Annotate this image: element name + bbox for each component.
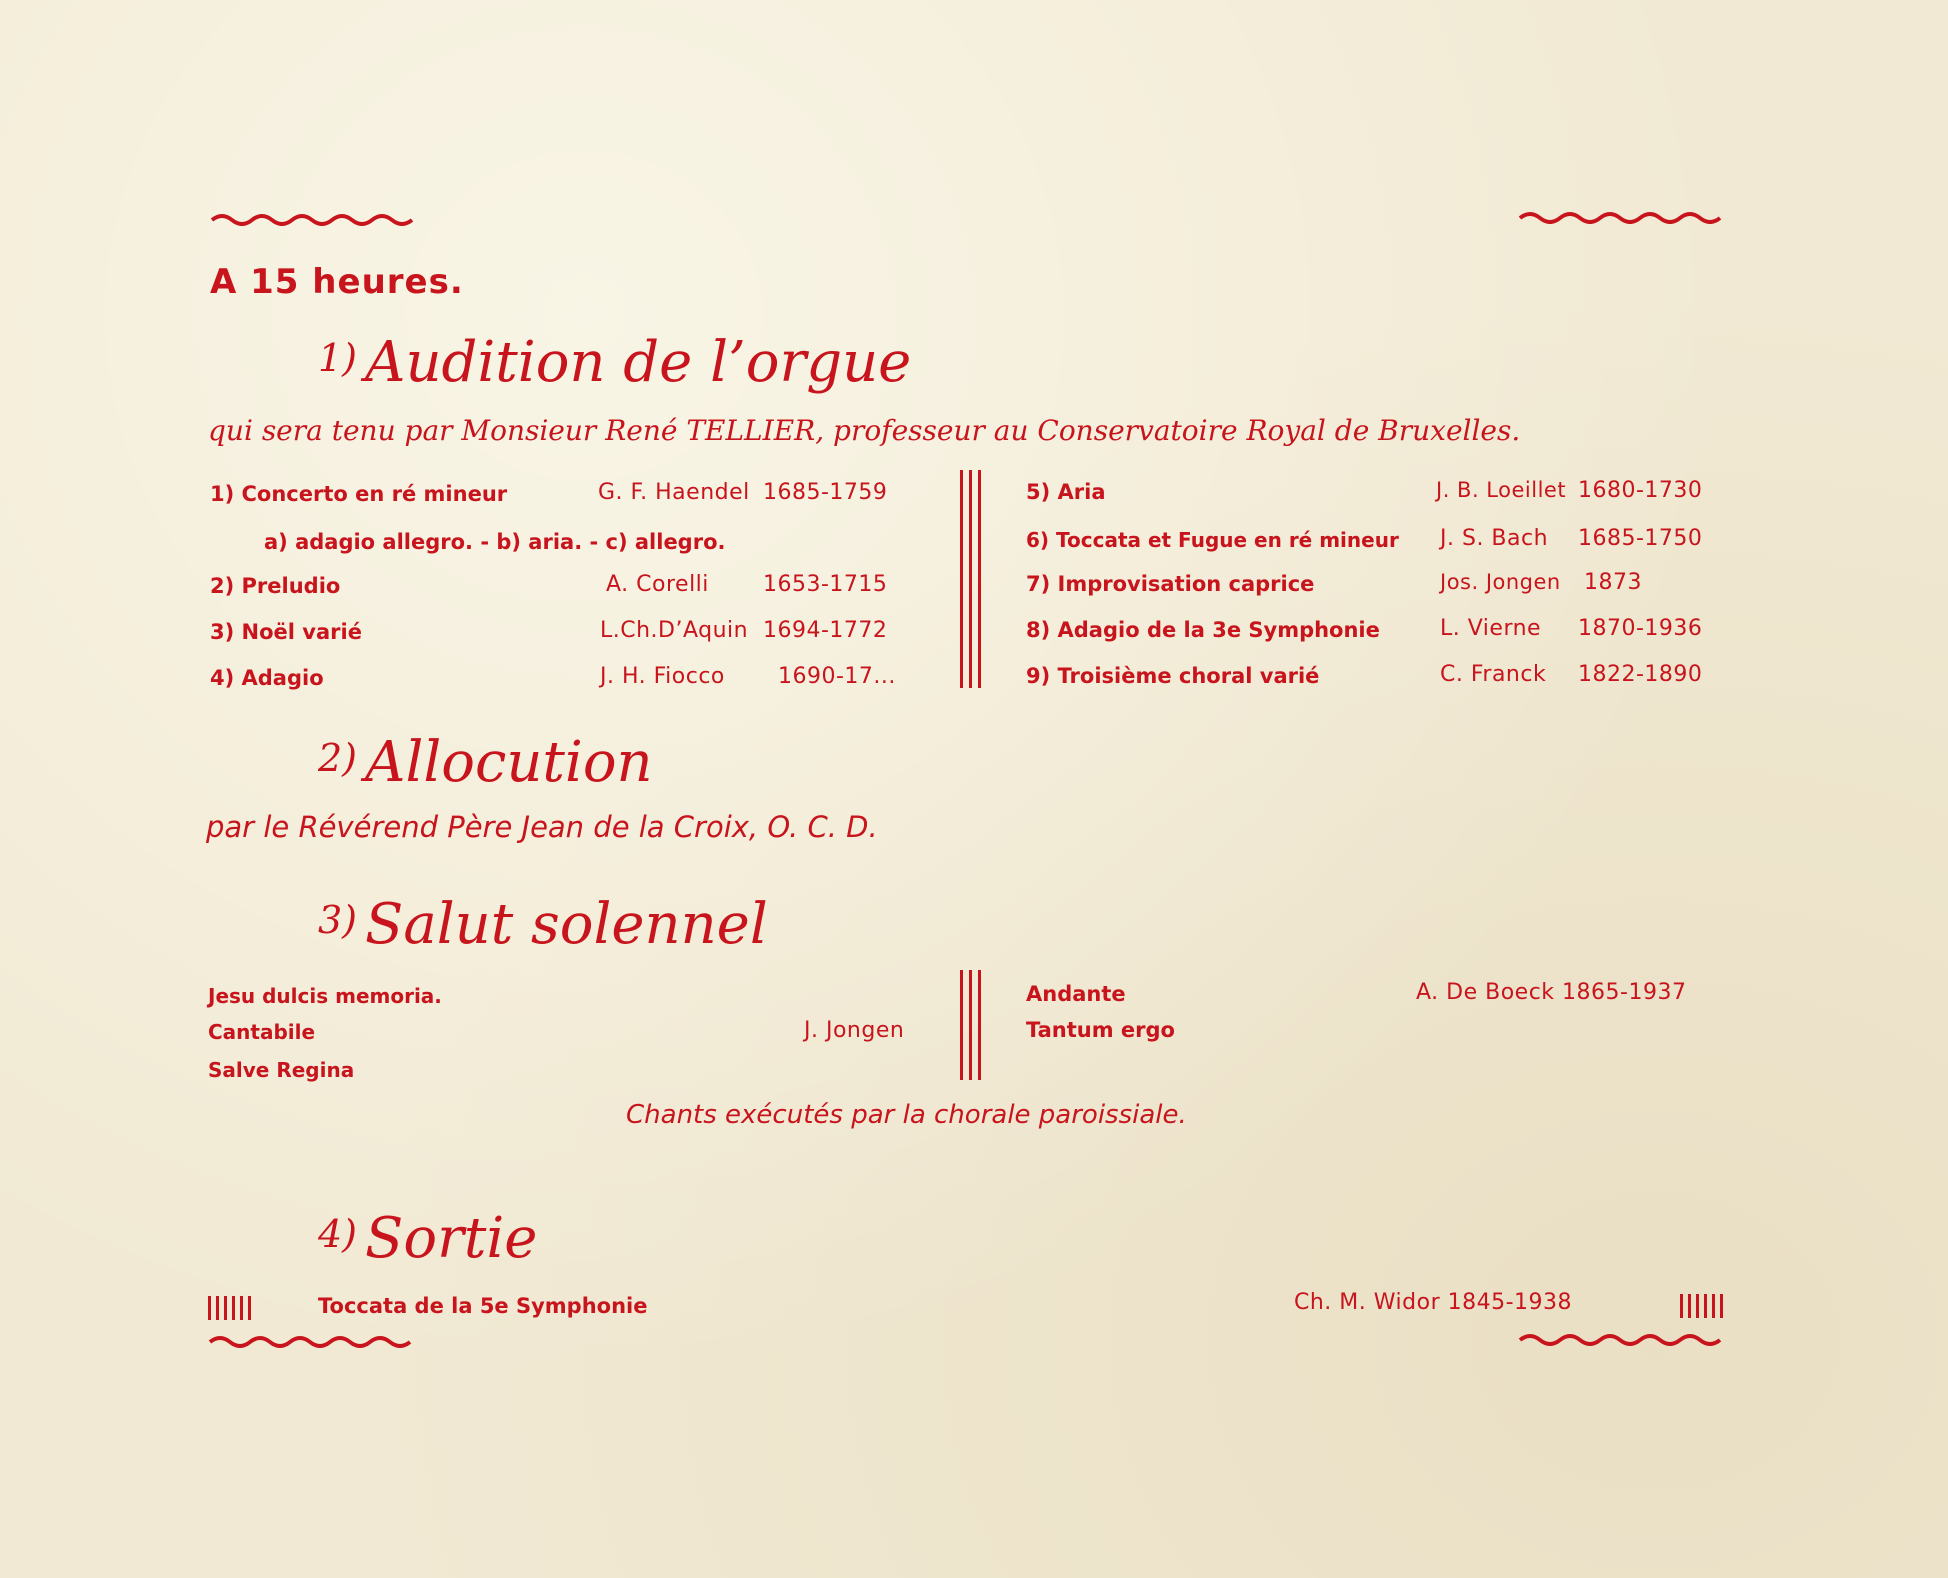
piece-title: 3) Noël varié <box>210 620 362 644</box>
wave-ornament-bottom-left <box>208 1334 420 1348</box>
salut-item: Salve Regina <box>208 1058 355 1082</box>
piece-composer: L. Vierne <box>1440 616 1542 641</box>
piece-composer: J. B. Loeillet <box>1436 478 1567 502</box>
piece-movements: a) adagio allegro. - b) aria. - c) allegro. <box>264 530 726 554</box>
piece-dates: 1653-1715 <box>763 572 888 597</box>
piece-dates: 1685-1750 <box>1578 526 1703 551</box>
sortie-left-bars <box>208 1296 258 1320</box>
piece-dates: 1685-1759 <box>763 480 888 505</box>
piece-composer: Jos. Jongen <box>1440 570 1561 594</box>
section-number: 4) <box>318 1212 358 1256</box>
wave-ornament-top-left <box>210 212 422 226</box>
section-heading-salut <box>318 892 768 957</box>
piece-title: 5) Aria <box>1026 480 1106 504</box>
piece-composer: A. Corelli <box>606 572 709 597</box>
allocution-subtitle: par le Révérend Père Jean de la Croix, O. C. D. <box>206 810 878 844</box>
piece-title: 1) Concerto en ré mineur <box>210 482 508 506</box>
time-label: A 15 heures. <box>210 262 464 302</box>
piece-title: 4) Adagio <box>210 666 324 690</box>
salut-left-composer: J. Jongen <box>804 1018 905 1043</box>
section-number: 2) <box>318 736 358 780</box>
section-heading-sortie <box>318 1206 537 1271</box>
piece-composer: G. F. Haendel <box>598 480 750 505</box>
sortie-composer: Ch. M. Widor 1845-1938 <box>1294 1290 1573 1315</box>
section-number: 3) <box>318 898 358 942</box>
piece-title: 8) Adagio de la 3e Symphonie <box>1026 618 1380 642</box>
piece-title: 2) Preludio <box>210 574 341 598</box>
piece-dates: 1680-1730 <box>1578 478 1703 503</box>
column-divider <box>960 970 984 1080</box>
section-title: Salut solennel <box>365 892 768 957</box>
piece-composer: L.Ch.D’Aquin <box>600 618 749 643</box>
section-number: 1) <box>318 336 358 380</box>
salut-right-composer: A. De Boeck 1865-1937 <box>1416 980 1687 1005</box>
piece-composer: J. S. Bach <box>1440 526 1549 551</box>
section-heading-allocution <box>318 730 653 795</box>
wave-ornament-top-right <box>1518 210 1730 224</box>
section-title: Audition de l’orgue <box>365 330 912 395</box>
section-title: Allocution <box>365 730 653 795</box>
piece-composer: J. H. Fiocco <box>600 664 725 689</box>
piece-dates: 1694-1772 <box>763 618 888 643</box>
piece-composer: C. Franck <box>1440 662 1547 687</box>
piece-dates: 1822-1890 <box>1578 662 1703 687</box>
sortie-piece: Toccata de la 5e Symphonie <box>318 1294 648 1318</box>
piece-dates: 1690-17... <box>778 664 896 689</box>
section-heading-audition <box>318 330 911 395</box>
column-divider <box>960 470 984 688</box>
wave-ornament-bottom-right <box>1518 1332 1730 1346</box>
salut-item: Cantabile <box>208 1020 316 1044</box>
piece-dates: 1870-1936 <box>1578 616 1703 641</box>
piece-title: 6) Toccata et Fugue en ré mineur <box>1026 528 1399 552</box>
audition-subtitle: qui sera tenu par Monsieur René TELLIER, professeur au Conservatoire Royal de Bruxelles. <box>208 414 1521 447</box>
piece-dates: 1873 <box>1584 570 1642 595</box>
salut-item: Tantum ergo <box>1026 1018 1175 1042</box>
piece-title: 7) Improvisation caprice <box>1026 572 1315 596</box>
salut-item: Andante <box>1026 982 1126 1006</box>
piece-title: 9) Troisième choral varié <box>1026 664 1320 688</box>
section-title: Sortie <box>365 1206 538 1271</box>
salut-item: Jesu dulcis memoria. <box>208 984 442 1008</box>
choral-note: Chants exécutés par la chorale paroissiale. <box>626 1100 1187 1130</box>
sortie-right-bars <box>1680 1294 1730 1318</box>
